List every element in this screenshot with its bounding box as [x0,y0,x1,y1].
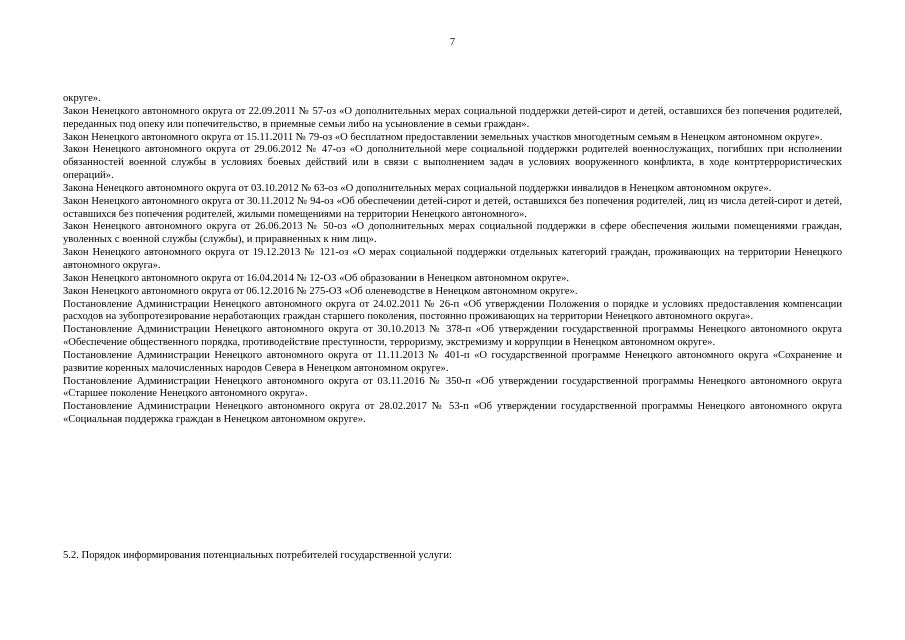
resolution-26-p: Постановление Администрации Ненецкого автономного округа от 24.02.2011 № 26-п «Об утверждении Положения о порядке и условиях предоставления компенсации расходов на зубопротезирование неработающих граждан старшего поколения, постоянно проживающих на территории Ненецкого автономного округа». [63,298,842,323]
law-57-oz: Закон Ненецкого автономного округа от 22.09.2011 № 57-оз «О дополнительных мерах социальной поддержки детей-сирот и детей, оставшихся без попечения родителей, переданных под опеку или попечительство, в приемные семьи либо на усыновление в семьи граждан». [63,105,842,130]
law-79-oz: Закон Ненецкого автономного округа от 15.11.2011 № 79-оз «О бесплатном предоставлении земельных участков многодетным семьям в Ненецком автономном округе». [63,131,823,143]
law-275-oz: Закон Ненецкого автономного округа от 06.12.2016 № 275-ОЗ «Об оленеводстве в Ненецком автономном округе». [63,285,578,297]
law-121-oz: Закон Ненецкого автономного округа от 19.12.2013 № 121-оз «О мерах социальной поддержки отдельных категорий граждан, проживающих на территории Ненецкого автономного округа». [63,247,842,271]
resolution-401-p: Постановление Администрации Ненецкого автономного округа от 11.11.2013 № 401-п «О государственной программе Ненецкого автономного округа «Сохранение и развитие коренных малочисленных народов Севера в Ненецком автономном округе». [63,349,842,374]
resolution-378-p: Постановление Администрации Ненецкого автономного округа от 30.10.2013 № 378-п «Об утверждении государственной программы Ненецкого автономного округа «Обеспечение общественного порядка, противодействие преступности, терроризму, экстремизму и коррупции в Ненецком автономном округе». [63,324,842,349]
document-body [63,93,842,427]
law-47-oz: Закон Ненецкого автономного округа от 29.06.2012 № 47-оз «О дополнительной мере социальной поддержки родителей военнослужащих, погибших при исполнении обязанностей военной службы в условиях боевых действий или в связи с выполнением задач в условиях вооруженного конфликта, в ходе контртеррористических операций». [63,144,842,182]
resolution-350-p: Постановление Администрации Ненецкого автономного округа от 03.11.2016 № 350-п «Об утверждении государственной программы Ненецкого автономного округа «Старшее поколение Ненецкого автономного округа». [63,375,842,400]
law-94-oz: Закон Ненецкого автономного округа от 30.11.2012 № 94-оз «Об обеспечении детей-сирот и детей, оставшихся без попечения родителей, лиц из числа детей-сирот и детей, оставшихся без попечения родителей, жилыми помещениями на территории Ненецкого автономного». [63,195,842,220]
section-heading: 5.2. Порядок информирования потенциальных потребителей государственной услуги: [63,550,452,561]
paragraph-continuation: округе». [63,93,101,104]
page-number: 7 [449,37,456,48]
law-12-oz: Закон Ненецкого автономного округа от 16.04.2014 № 12-ОЗ «Об образовании в Ненецком автономном округе». [63,272,570,284]
resolution-53-p: Постановление Администрации Ненецкого автономного округа от 28.02.2017 № 53-п «Об утверждении государственной программы Ненецкого автономного округа «Социальная поддержка граждан в Ненецком автономном округе». [63,401,842,426]
law-63-oz: Закона Ненецкого автономного округа от 03.10.2012 № 63-оз «О дополнительных мерах социальной поддержки инвалидов в Ненецком автономном округе». [63,182,772,194]
law-50-oz: Закон Ненецкого автономного округа от 26.06.2013 № 50-оз «О дополнительных мерах социальной поддержки в сфере обеспечения жилыми помещениями граждан, уволенных с военной службы (службы), и приравненных к ним лиц». [63,221,842,246]
